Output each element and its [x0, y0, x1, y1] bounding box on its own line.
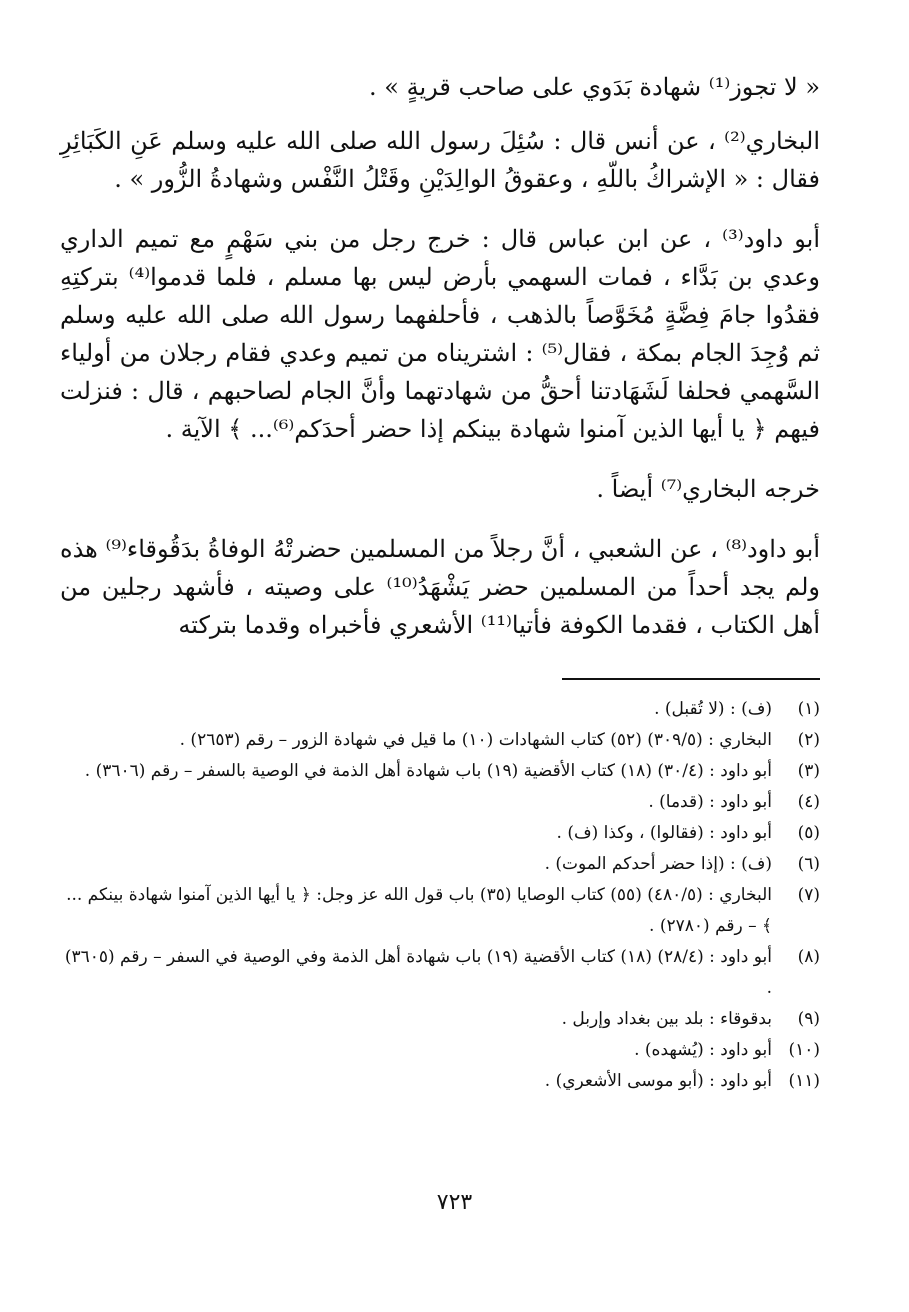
- footnote-item: [60, 725, 820, 756]
- page-number: ٧٢٣: [436, 1190, 473, 1215]
- paragraph-4: خرجه البخاري⁽⁷⁾ أيضاً .: [596, 475, 820, 503]
- footnote-text: (ف) : (إذا حضر أحدكم الموت) .: [544, 854, 772, 874]
- footnote-item: [60, 880, 820, 942]
- footnote-separator: [562, 678, 820, 680]
- book-page: [60, 68, 820, 1288]
- footnote-item: [60, 818, 820, 849]
- paragraph-3: أبو داود⁽³⁾ ، عن ابن عباس قال : خرج رجل من بني سَهْمٍ مع تميم الداري وعدي بن بَدَّاء ، فمات السهمي بأرض ليس بها مسلم ، فلما قدموا⁽⁴⁾ بتركتِهِ فقدُوا جامَ فِضَّةٍ مُخَوَّصاً بالذهب ، فأحلفهما رسول الله صلى الله عليه وسلم ثم وُجِدَ الجام بمكة ، فقال⁽⁵⁾ : اشتريناه من تميم وعدي فقام رجلان من أولياء السَّهمي فحلفا لَشَهَادتنا أحقُّ من شهادتهما وأنَّ الجام لصاحبهم ، قال : فنزلت فيهم ﴿ يا أيها الذين آمنوا شهادة بينكم إذا حضر أحدَكم⁽⁶⁾... ﴾ الآية .: [60, 225, 820, 443]
- footnote-text: أبو داود : (يُشهده) .: [634, 1040, 772, 1060]
- footnote-item: [60, 1004, 820, 1035]
- footnote-item: [60, 1066, 820, 1097]
- footnote-item: [60, 942, 820, 1004]
- footnote-number: (٨): [797, 947, 820, 967]
- footnote-number: (٧): [797, 885, 820, 905]
- footnote-item: [60, 756, 820, 787]
- footnote-text: أبو داود : (أبو موسى الأشعري) .: [544, 1071, 772, 1091]
- footnote-number: (٢): [797, 730, 820, 750]
- footnote-number: (٦): [797, 854, 820, 874]
- footnote-number: (١١): [788, 1071, 820, 1091]
- footnotes: [60, 694, 820, 1097]
- paragraph-1: « لا تجوز⁽¹⁾ شهادة بَدَوي على صاحب قريةٍ » .: [369, 73, 820, 101]
- footnote-text: (ف) : (لا تُقبل) .: [654, 699, 772, 719]
- footnote-number: (١): [797, 699, 820, 719]
- footnote-text: البخاري : (٣٠٩/٥) (٥٢) كتاب الشهادات (١٠) ما قيل في شهادة الزور – رقم (٢٦٥٣) .: [179, 730, 772, 750]
- footnote-item: [60, 849, 820, 880]
- paragraph-2: البخاري⁽²⁾ ، عن أنس قال : سُئِلَ رسول الله صلى الله عليه وسلم عَنِ الكَبَائِرِ فقال : « الإشراكُ باللّهِ ، وعقوقُ الوالِدَيْنِ وقَتْلُ النَّفْس وشهادةُ الزُّور » .: [60, 127, 820, 193]
- footnote-text: البخاري : (٤٨٠/٥) (٥٥) كتاب الوصايا (٣٥) باب قول الله عز وجل: ﴿ يا أيها الذين آمنوا شهادة بينكم ... ﴾ – رقم (٢٧٨٠) .: [66, 885, 772, 936]
- footnote-text: أبو داود : (٢٨/٤) (١٨) كتاب الأقضية (١٩) باب شهادة أهل الذمة وفي الوصية في السفر – رقم (٣٦٠٥) .: [64, 947, 772, 998]
- footnote-text: أبو داود : (فقالوا) ، وكذا (ف) .: [556, 823, 772, 843]
- footnote-number: (٥): [797, 823, 820, 843]
- footnote-number: (٤): [797, 792, 820, 812]
- paragraph-5: أبو داود⁽⁸⁾ ، عن الشعبي ، أنَّ رجلاً من المسلمين حضرتْهُ الوفاةُ بدَقُوقاء⁽⁹⁾ هذه ولم يجد أحداً من المسلمين حضر يَشْهَدُ⁽¹⁰⁾ على وصيته ، فأشهد رجلين من أهل الكتاب ، فقدما الكوفة فأتيا⁽¹¹⁾ الأشعري فأخبراه وقدما بتركته: [60, 535, 821, 639]
- main-text: [60, 68, 820, 644]
- footnote-item: [60, 787, 820, 818]
- footnote-text: أبو داود : (قدما) .: [648, 792, 772, 812]
- footnote-number: (٣): [797, 761, 820, 781]
- footnote-number: (١٠): [788, 1040, 820, 1060]
- footnote-item: [60, 1035, 820, 1066]
- footnote-text: بدقوقاء : بلد بين بغداد وإربل .: [561, 1009, 772, 1029]
- footnote-number: (٩): [797, 1009, 820, 1029]
- footnote-item: [60, 694, 820, 725]
- footnote-text: أبو داود : (٣٠/٤) (١٨) كتاب الأقضية (١٩) باب شهادة أهل الذمة في الوصية بالسفر – رقم (٣٦٠٦) .: [84, 761, 772, 781]
